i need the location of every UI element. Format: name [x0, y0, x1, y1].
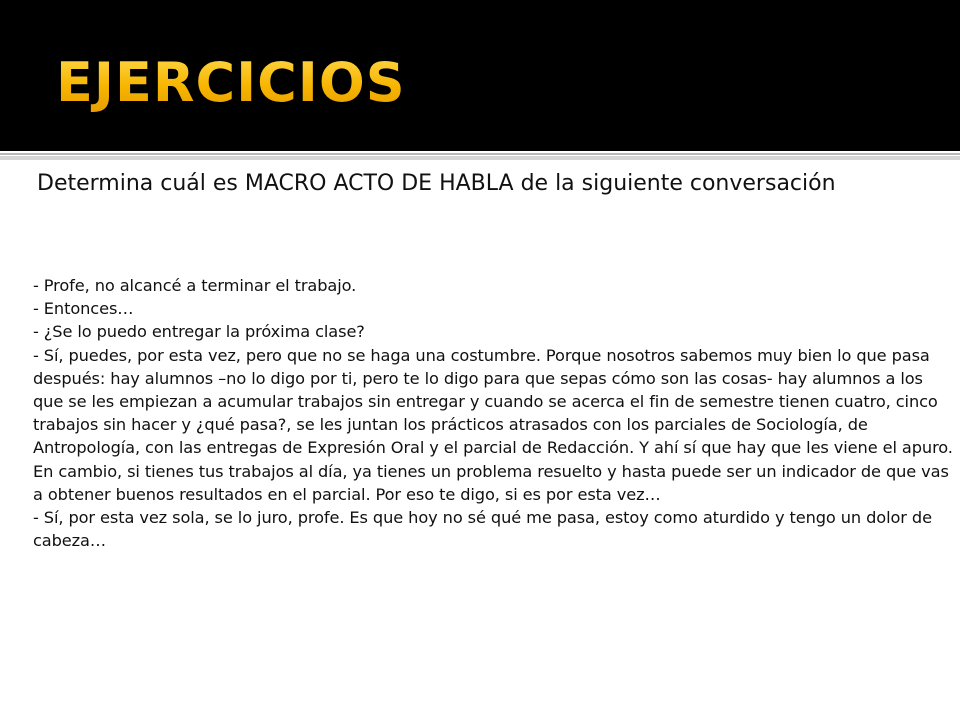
title-bar: [0, 0, 960, 151]
slide-title: EJERCICIOS: [56, 48, 406, 118]
dialogue-line: - Entonces…: [33, 299, 134, 319]
title-divider-thin: [0, 153, 960, 155]
dialogue-line: - ¿Se lo puedo entregar la próxima clase?: [33, 322, 365, 342]
dialogue-list: [33, 274, 953, 552]
exercise-instruction: Determina cuál es MACRO ACTO DE HABLA de la siguiente conversación: [37, 171, 836, 196]
title-divider-thick: [0, 156, 960, 160]
dialogue-line: - Sí, por esta vez sola, se lo juro, profe. Es que hoy no sé qué me pasa, estoy como aturdido y tengo un dolor de cabeza…: [33, 508, 932, 551]
dialogue-line: - Sí, puedes, por esta vez, pero que no se haga una costumbre. Porque nosotros sabemos muy bien lo que pasa después: hay alumnos –no lo digo por ti, pero te lo digo para que sepas cómo son las cosas- hay alumnos a los que se les empiezan a acumular trabajos sin entregar y cuando se acerca el fin de semestre tienen cuatro, cinco trabajos sin hacer y ¿qué pasa?, se les juntan los prácticos atrasados con los parciales de Sociología, de Antropología, con las entregas de Expresión Oral y el parcial de Redacción. Y ahí sí que hay que les viene el apuro. En cambio, si tienes tus trabajos al día, ya tienes un problema resuelto y hasta puede ser un indicador de que vas a obtener buenos resultados en el parcial. Por eso te digo, si es por esta vez…: [33, 345, 953, 504]
dialogue-line: - Profe, no alcancé a terminar el trabajo.: [33, 276, 357, 295]
